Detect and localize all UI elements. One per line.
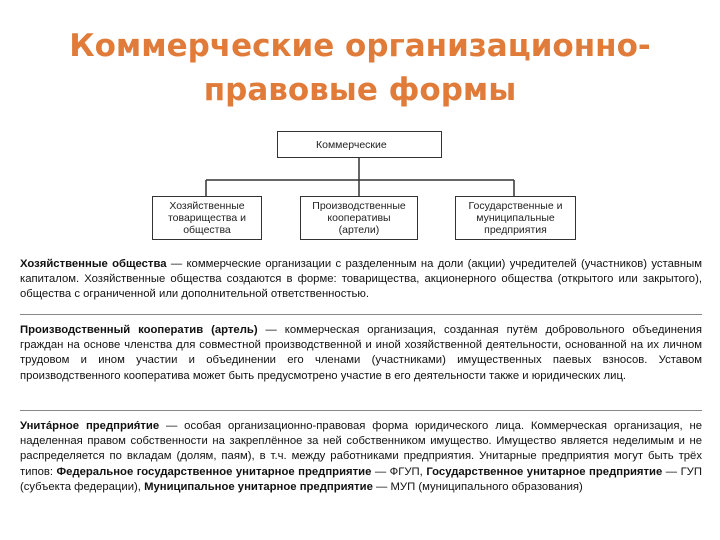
paragraph-production-cooperative (20, 323, 702, 384)
paragraph-unitary-enterprise (20, 419, 702, 495)
divider-2 (20, 410, 702, 411)
diagram-box-enterprises-line-3: предприятия (484, 224, 547, 236)
paragraph-unitary-enterprise-text-d: — МУП (муниципального образования) (372, 480, 583, 493)
paragraph-production-cooperative-text: — коммерческая организация, созданная путём добровольного объединения граждан на основе членства для совместной производственной и иной хозяйственной деятельности, основанной на их личном трудовом и ином участии и объединении его членами (участниками) имущественных паевых взносов. Уставом производственного кооператива может быть предусмотрено участие в его деятельности также и юридических лиц. (20, 324, 702, 382)
diagram-root-box (277, 131, 442, 158)
diagram-box-partnerships-line-3: общества (183, 224, 231, 236)
paragraph-business-companies-text: — коммерческие организации с разделенным на доли (акции) учредителей (участников) уставным капиталом. Хозяйственные общества создаются в форме: товарищества, акционерного общества (открытого или закрытого), общества с ограниченной или дополнительной ответственностью. (20, 258, 702, 301)
diagram-box-partnerships-line-1: Хозяйственные (169, 200, 245, 212)
term-gup: Государственное унитарное предприятие (426, 465, 663, 478)
diagram-box-cooperatives (300, 196, 418, 240)
term-production-cooperative: Производственный кооператив (артель) (20, 324, 258, 336)
divider-1 (20, 314, 702, 315)
diagram-box-cooperatives-line-1: Производственные (312, 200, 406, 212)
paragraph-business-companies (20, 257, 702, 303)
diagram-box-cooperatives-line-2: кооперативы (327, 212, 391, 224)
term-unitary-enterprise: Унита́рное предприя́тие (20, 420, 160, 432)
term-fgup: Федеральное государственное унитарное предприятие (56, 465, 372, 478)
slide-title-line-2: правовые формы (203, 72, 517, 108)
diagram-root-label: Коммерческие (316, 138, 387, 151)
diagram-box-enterprises-line-1: Государственные и (468, 200, 563, 212)
paragraph-unitary-enterprise-text-c: — ГУП (субъекта федерации), (20, 465, 702, 493)
slide-title-line-1: Коммерческие организационно- (69, 28, 651, 64)
diagram-box-enterprises (455, 196, 576, 240)
term-business-companies: Хозяйственные общества (20, 258, 167, 270)
diagram-box-partnerships (152, 196, 262, 240)
diagram-box-partnerships-line-2: товарищества и (167, 212, 247, 224)
paragraph-unitary-enterprise-text-b: — ФГУП, (371, 465, 427, 478)
diagram-box-cooperatives-line-3: (артели) (338, 224, 380, 236)
diagram-box-enterprises-line-2: муниципальные (476, 212, 555, 224)
paragraph-unitary-enterprise-text-a: — особая организационно-правовая форма юридического лица. Коммерческая организация, не наделенная правом собственности на закреплённое за ней собственником имущество. Имущество является неделимым и не распределяется по вкладам (долям, паям), в т.ч. между работниками предприятия. Унитарные предприятия могут быть трёх типов: (20, 420, 702, 478)
term-mup: Муниципальное унитарное предприятие (144, 480, 373, 493)
